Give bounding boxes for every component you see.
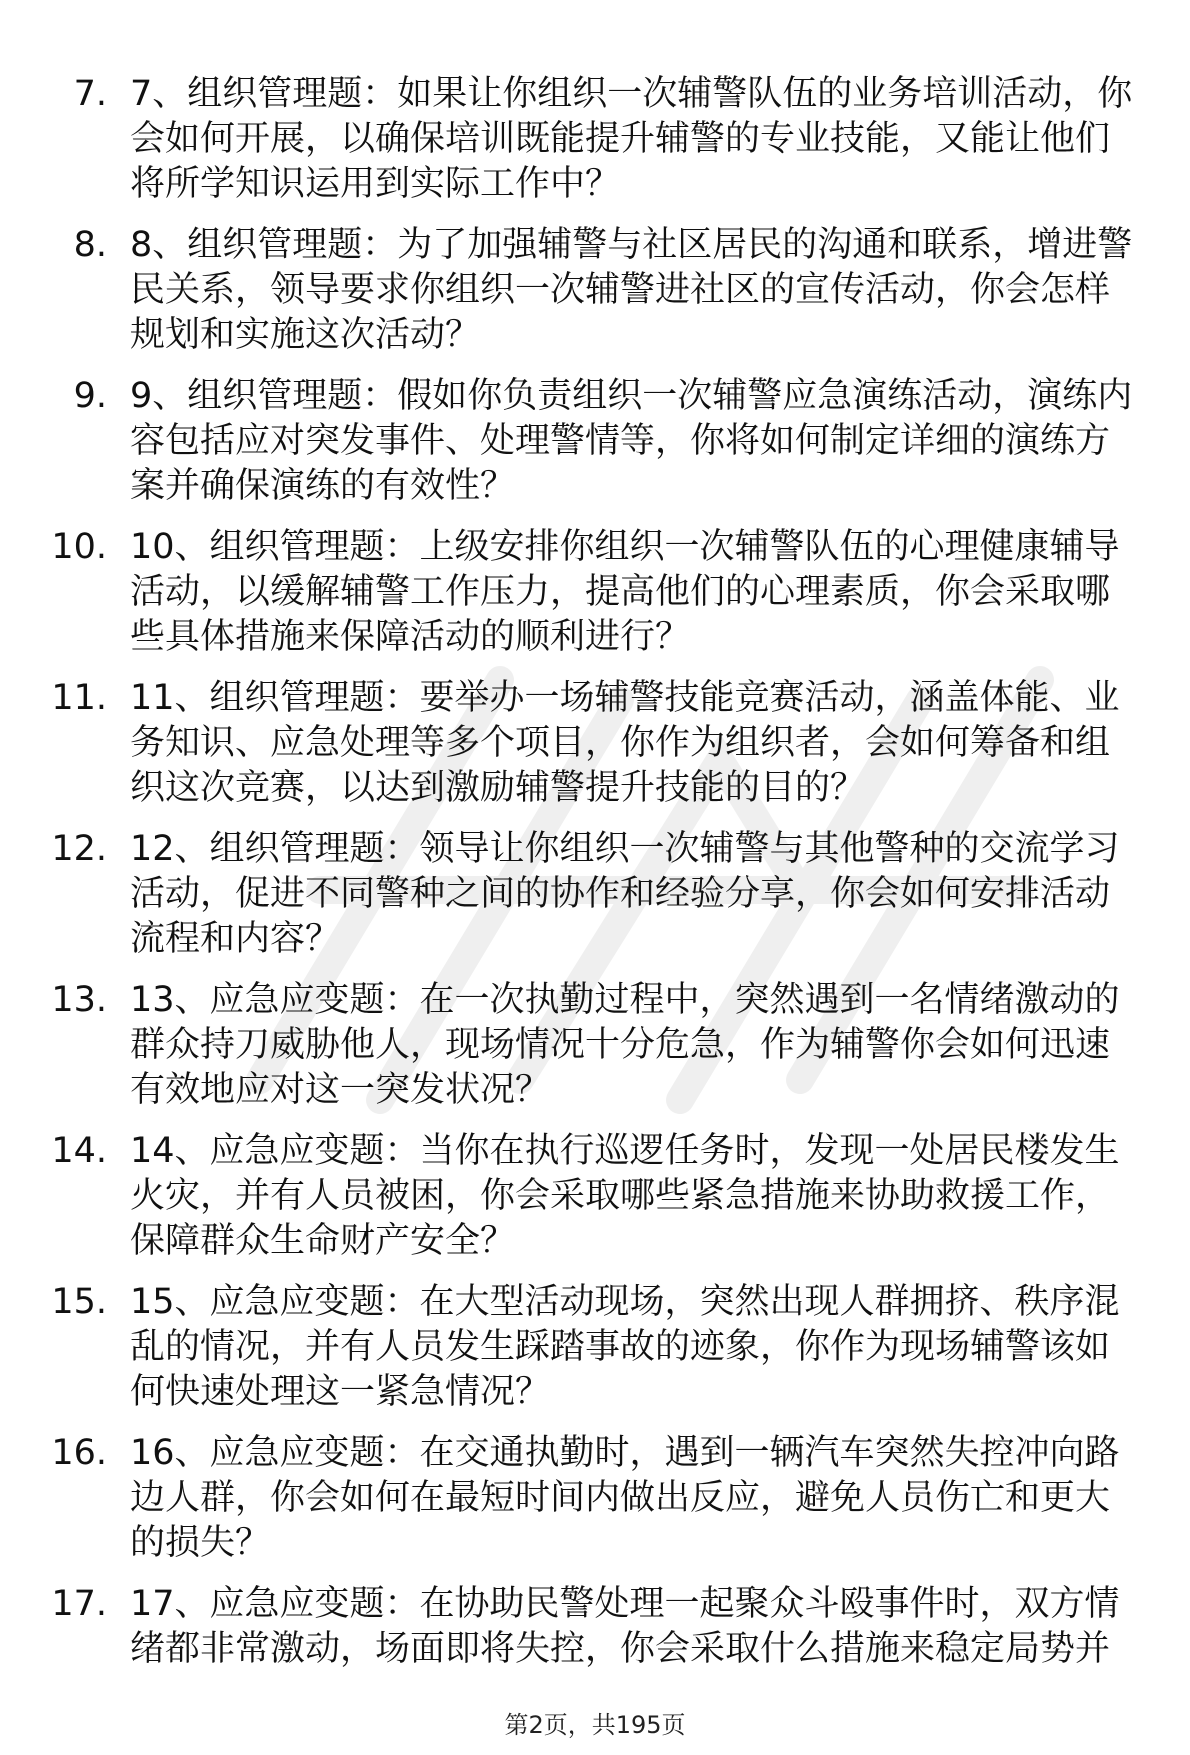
question-line: 火灾，并有人员被困，你会采取哪些紧急措施来协助救援工作， <box>130 1176 1111 1216</box>
question-number: 17. <box>51 1584 107 1624</box>
question-line: 15、应急应变题：在大型活动现场，突然出现人群拥挤、秩序混 <box>130 1282 1120 1322</box>
question-line: 规划和实施这次活动？ <box>130 315 481 355</box>
question-line: 12、组织管理题：领导让你组织一次辅警与其他警种的交流学习 <box>130 829 1120 869</box>
question-line: 群众持刀威胁他人，现场情况十分危急，作为辅警你会如何迅速 <box>130 1025 1111 1065</box>
question-line: 有效地应对这一突发状况？ <box>130 1070 551 1110</box>
question-text <box>130 827 1185 962</box>
question-number: 16. <box>51 1433 107 1473</box>
question-number: 9. <box>73 376 107 416</box>
question-line: 流程和内容？ <box>130 919 341 959</box>
question-text <box>130 676 1185 811</box>
question-number: 15. <box>51 1282 107 1322</box>
question-text <box>130 978 1185 1113</box>
question-number: 7. <box>73 74 107 114</box>
question-line: 14、应急应变题：当你在执行巡逻任务时，发现一处居民楼发生 <box>130 1131 1120 1171</box>
question-number: 10. <box>51 527 107 567</box>
list-item <box>0 1431 1190 1582</box>
question-line: 16、应急应变题：在交通执勤时，遇到一辆汽车突然失控冲向路 <box>130 1433 1120 1473</box>
question-line: 容包括应对突发事件、处理警情等，你将如何制定详细的演练方 <box>130 421 1111 461</box>
list-item <box>0 223 1190 374</box>
list-item <box>0 978 1190 1129</box>
list-item <box>0 1280 1190 1431</box>
question-list <box>0 72 1190 1733</box>
question-line: 边人群，你会如何在最短时间内做出反应，避免人员伤亡和更大 <box>130 1478 1111 1518</box>
question-line: 务知识、应急处理等多个项目，你作为组织者，会如何筹备和组 <box>130 723 1111 763</box>
question-number: 11. <box>51 678 107 718</box>
list-item <box>0 827 1190 978</box>
list-item <box>0 525 1190 676</box>
question-line: 活动，以缓解辅警工作压力，提高他们的心理素质，你会采取哪 <box>130 572 1111 612</box>
question-line: 8、组织管理题：为了加强辅警与社区居民的沟通和联系，增进警 <box>130 225 1133 265</box>
question-line: 织这次竞赛，以达到激励辅警提升技能的目的？ <box>130 768 866 808</box>
question-line: 11、组织管理题：要举办一场辅警技能竞赛活动，涵盖体能、业 <box>130 678 1120 718</box>
question-text <box>130 1582 1185 1672</box>
question-line: 17、应急应变题：在协助民警处理一起聚众斗殴事件时，双方情 <box>130 1584 1120 1624</box>
question-text <box>130 1129 1185 1264</box>
question-line: 活动，促进不同警种之间的协作和经验分享，你会如何安排活动 <box>130 874 1111 914</box>
question-number: 12. <box>51 829 107 869</box>
list-item <box>0 1129 1190 1280</box>
question-number: 14. <box>51 1131 107 1171</box>
list-item <box>0 374 1190 525</box>
list-item <box>0 72 1190 223</box>
question-line: 绪都非常激动，场面即将失控，你会采取什么措施来稳定局势并 <box>130 1629 1111 1669</box>
question-text <box>130 1280 1185 1415</box>
question-line: 9、组织管理题：假如你负责组织一次辅警应急演练活动，演练内 <box>130 376 1133 416</box>
question-text <box>130 223 1185 358</box>
question-line: 10、组织管理题：上级安排你组织一次辅警队伍的心理健康辅导 <box>130 527 1120 567</box>
question-line: 的损失？ <box>130 1523 271 1563</box>
question-line: 13、应急应变题：在一次执勤过程中，突然遇到一名情绪激动的 <box>130 980 1120 1020</box>
question-text <box>130 72 1185 207</box>
question-line: 7、组织管理题：如果让你组织一次辅警队伍的业务培训活动，你 <box>130 74 1133 114</box>
question-line: 民关系，领导要求你组织一次辅警进社区的宣传活动，你会怎样 <box>130 270 1111 310</box>
question-number: 8. <box>73 225 107 265</box>
question-text <box>130 1431 1185 1566</box>
question-number: 13. <box>51 980 107 1020</box>
question-line: 些具体措施来保障活动的顺利进行？ <box>130 617 691 657</box>
question-line: 将所学知识运用到实际工作中？ <box>130 164 621 204</box>
question-line: 何快速处理这一紧急情况？ <box>130 1372 551 1412</box>
page-footer <box>0 1710 1190 1740</box>
question-line: 乱的情况，并有人员发生踩踏事故的迹象，你作为现场辅警该如 <box>130 1327 1111 1367</box>
question-line: 保障群众生命财产安全？ <box>130 1221 516 1261</box>
list-item <box>0 676 1190 827</box>
question-line: 案并确保演练的有效性？ <box>130 466 516 506</box>
question-line: 会如何开展，以确保培训既能提升辅警的专业技能，又能让他们 <box>130 119 1111 159</box>
page-number-label: 第2页，共195页 <box>504 1711 686 1739</box>
question-text <box>130 374 1185 509</box>
question-text <box>130 525 1185 660</box>
